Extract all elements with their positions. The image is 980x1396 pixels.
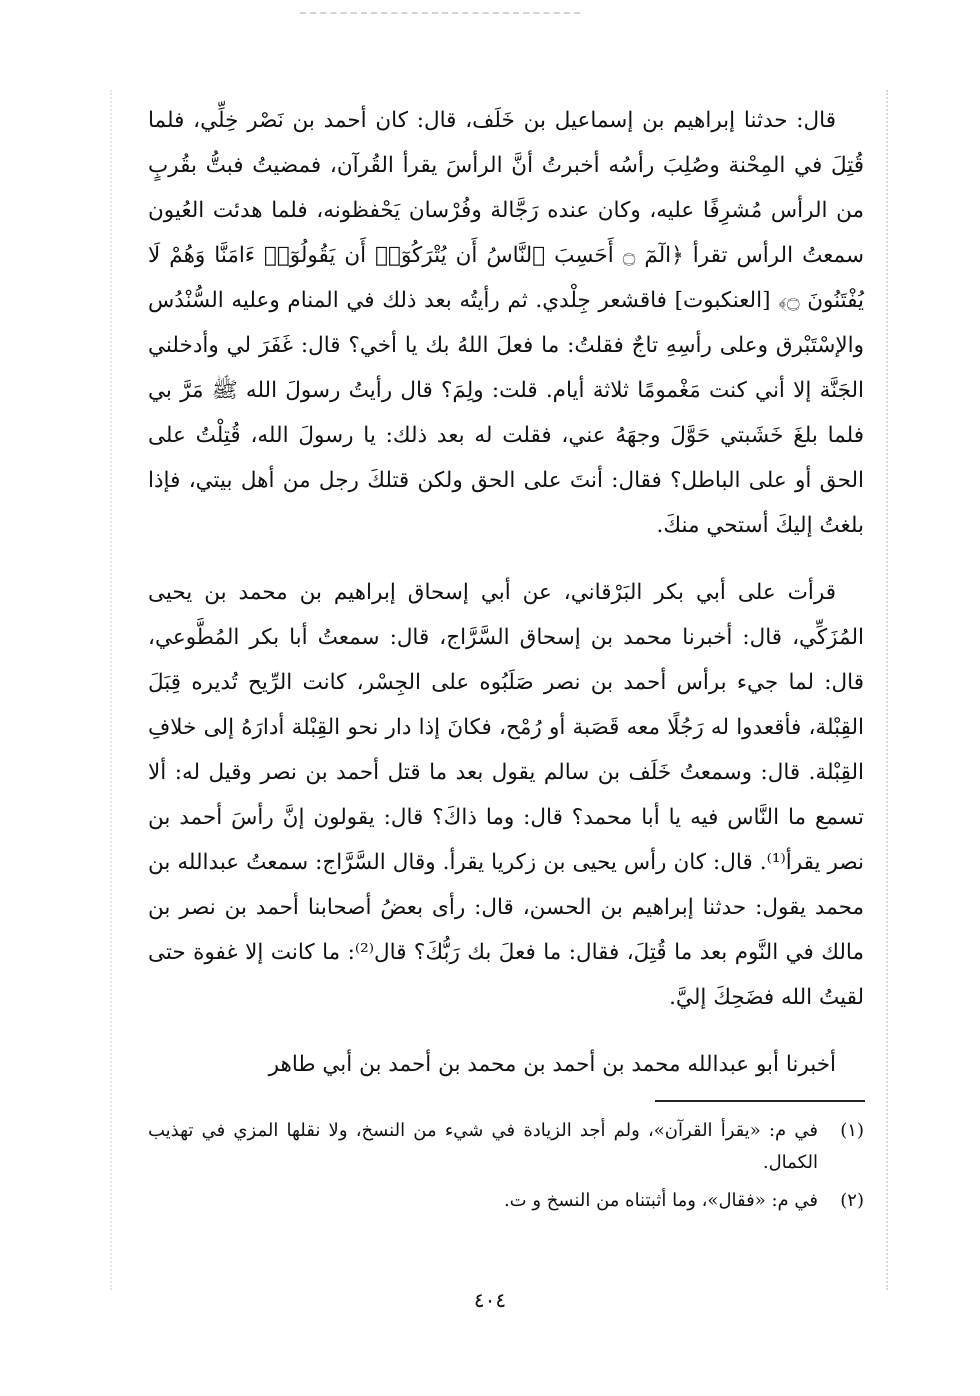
scan-gutter-left bbox=[110, 90, 118, 1290]
paragraph-1: قال: حدثنا إبراهيم بن إسماعيل بن خَلَف، قال: كان أحمد بن نَصْر خِلِّي، فلما قُتِلَ في المِحْنة وصُلِبَ رأسُه أخبرتُ أنَّ الرأسَ يقرأ القُرآن، فمضيتُ فبتُّ بقُربٍ من الرأس مُشرِفًا عليه، وكان عنده رَجَّالة وفُرْسان يَحْفظونه، فلما هدئت العُيون سمعتُ الرأس تقرأ ﴿الٓمٓ ۝ أَحَسِبَ ٱلنَّاسُ أَن يُتْرَكُوٓا۟ أَن يَقُولُوٓا۟ ءَامَنَّا وَهُمْ لَا يُفْتَنُونَ ۝﴾ [العنكبوت] فاقشعر جِلْدي. ثم رأيتُه بعد ذلك في المنام وعليه السُّنْدُس والإسْتَبْرق وعلى رأسِهِ تاجٌ فقلتُ: ما فعلَ اللهُ بك يا أخي؟ قال: غَفَرَ لي وأدخلني الجَنَّة إلا أني كنت مَغْمومًا ثلاثة أيام. قلت: ولِمَ؟ قال رأيتُ رسولَ الله ﷺ مَرَّ بي فلما بلغَ خَشَبتي حَوَّلَ وجهَهُ عني، فقلت له بعد ذلك: يا رسولَ الله، قُتِلْتُ على الحق أو على الباطل؟ فقال: أنتَ على الحق ولكن قتلكَ رجل من أهل بيتي، فإذا بلغتُ إليكَ أستحي منكَ. bbox=[148, 108, 864, 538]
footnote-number: (١) bbox=[840, 1120, 864, 1141]
page-number: ٤٠٤ bbox=[473, 1288, 507, 1312]
footnote-2 bbox=[148, 1185, 864, 1217]
footnote-separator bbox=[655, 1100, 865, 1102]
scan-gutter-right bbox=[886, 90, 894, 1290]
footnote-1 bbox=[148, 1115, 864, 1179]
footnote-text: في م: «يقرأ القرآن»، ولم أجد الزيادة في شيء من النسخ، ولا نقلها المزي في تهذيب الكمال. bbox=[148, 1120, 818, 1173]
paragraph-3: أخبرنا أبو عبدالله محمد بن أحمد بن محمد بن أحمد بن أبي طاهر bbox=[268, 1052, 836, 1077]
footnote-number: (٢) bbox=[840, 1190, 864, 1211]
main-text bbox=[148, 98, 864, 1087]
footnotes bbox=[148, 1115, 864, 1223]
footnote-text: في م: «فقال»، وما أثبتناه من النسخ و ت. bbox=[503, 1190, 818, 1211]
scan-edge-marks bbox=[300, 0, 580, 14]
paragraph-2: قرأت على أبي بكر البَرْقاني، عن أبي إسحاق إبراهيم بن محمد بن يحيى المُزَكِّي، قال: أخبرنا محمد بن إسحاق السَّرَّاج، قال: سمعتُ أبا بكر المُطَّوعي، قال: لما جيء برأس أحمد بن نصر صَلَبُوه على الجِسْر، كانت الرِّيح تُديره قِبَلَ القِبْلة، فأقعدوا له رَجُلًا معه قَصَبة أو رُمْح، فكانَ إذا دار نحو القِبْلة أدارَهُ إلى خلافِ القِبْلة. قال: وسمعتُ خَلَف بن سالم يقول بعد ما قتل أحمد بن نصر وقيل له: ألا تسمع ما النَّاس فيه يا أبا محمد؟ قال: وما ذاكَ؟ قال: يقولون إنَّ رأسَ أحمد بن نصر يقرأ⁽¹⁾. قال: كان رأس يحيى بن زكريا يقرأ. وقال السَّرَّاج: سمعتُ عبدالله بن محمد يقول: حدثنا إبراهيم بن الحسن، قال: رأى بعضُ أصحابنا أحمد بن نصر بن مالك في النَّوم بعد ما قُتِلَ، فقال: ما فعلَ بك رَبُّكَ؟ قال⁽²⁾: ما كانت إلا غفوة حتى لقيتُ الله فضَحِكَ إليَّ. bbox=[148, 580, 864, 1010]
